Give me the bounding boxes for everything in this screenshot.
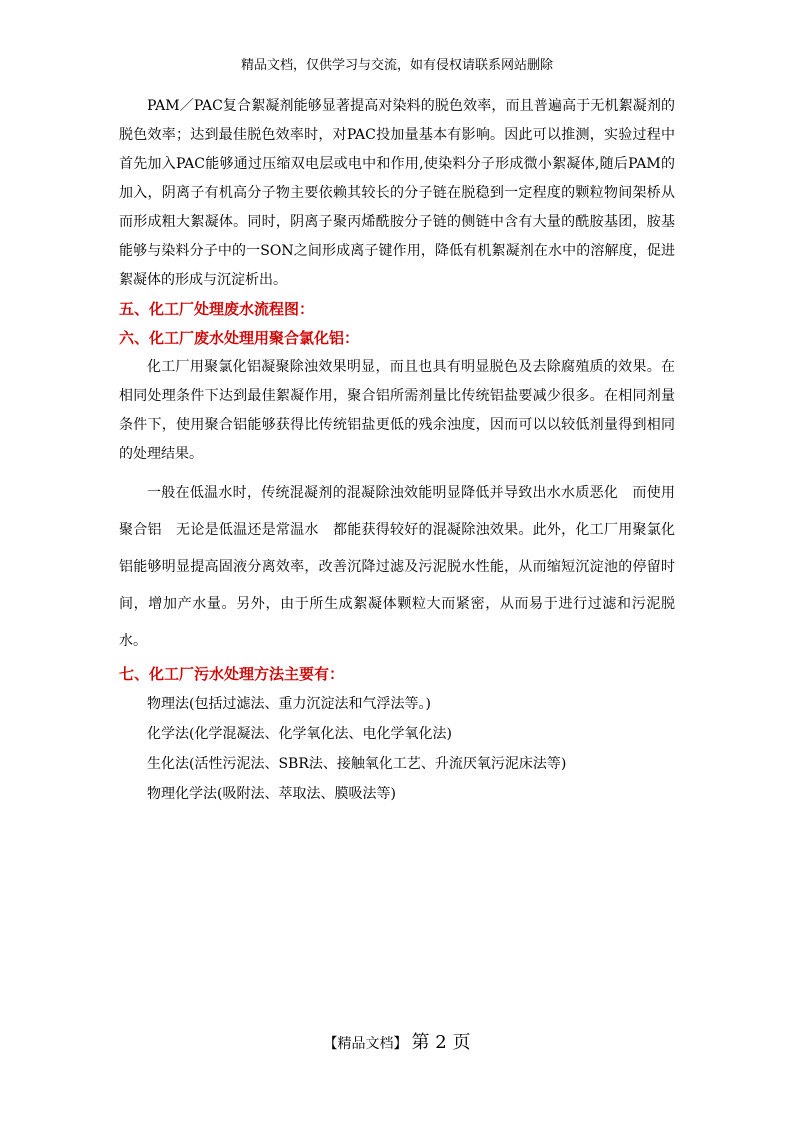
document-body: [119, 92, 675, 809]
paragraph-low-temperature: 一般在低温水时，传统混凝剂的混凝除浊效能明显降低并导致出水水质恶化 而使用聚合铝 无论是低温还是常温水 都能获得较好的混凝除浊效果。此外，化工厂用聚氯化铝能够明显提高固液分离效率，改善沉降过滤及污泥脱水性能，从而缩短沉淀池的停留时间，增加产水量。另外，由于所生成絮凝体颗粒大而紧密，从而易于进行过滤和污泥脱水。: [119, 485, 675, 649]
section-heading-6: 六、化工厂废水处理用聚合氯化铝：: [119, 329, 360, 347]
method-item-physicochemical: 物理化学法(吸附法、萃取法、膜吸法等): [147, 786, 396, 802]
page-number: 第 2 页: [411, 1032, 471, 1053]
paragraph-pam-pac: PAM／PAC复合絮凝剂能够显著提高对染料的脱色效率，而且普遍高于无机絮凝剂的脱色效率；达到最佳脱色效率时，对PAC投加量基本有影响。因此可以推测，实验过程中首先加入PAC能够通过压缩双电层或电中和作用,使染料分子形成微小絮凝体,随后PAM的加入，阴离子有机高分子物主要依赖其较长的分子链在脱稳到一定程度的颗粒物间架桥从而形成粗大絮凝体。同时，阴离子聚丙烯酰胺分子链的侧链中含有大量的酰胺基团，胺基能够与染料分子中的一SON之间形成离子键作用，降低有机絮凝剂在水中的溶解度，促进絮凝体的形成与沉淀析出。: [119, 98, 675, 288]
method-item-chemical: 化学法(化学混凝法、化学氧化法、电化学氧化法): [147, 726, 452, 742]
method-item-physical: 物理法(包括过滤法、重力沉淀法和气浮法等。): [147, 696, 431, 712]
page-header: 精品文档，仅供学习与交流，如有侵权请联系网站删除: [240, 58, 553, 73]
method-item-biochemical: 生化法(活性污泥法、SBR法、接触氧化工艺、升流厌氧污泥床法等): [147, 756, 567, 772]
paragraph-pac-effect: 化工厂用聚氯化铝凝聚除浊效果明显，而且也具有明显脱色及去除腐殖质的效果。在相同处理条件下达到最佳絮凝作用，聚合铝所需剂量比传统铝盐要减少很多。在相同剂量条件下，使用聚合铝能够获得比传统铝盐更低的残余浊度，因而可以以较低剂量得到相同的处理结果。: [119, 359, 675, 462]
section-heading-5: 五、化工厂处理废水流程图：: [119, 300, 315, 318]
section-heading-7: 七、化工厂污水处理方法主要有：: [119, 665, 345, 683]
page-footer: [0, 1031, 794, 1056]
footer-label: 【精品文档】: [323, 1036, 408, 1052]
